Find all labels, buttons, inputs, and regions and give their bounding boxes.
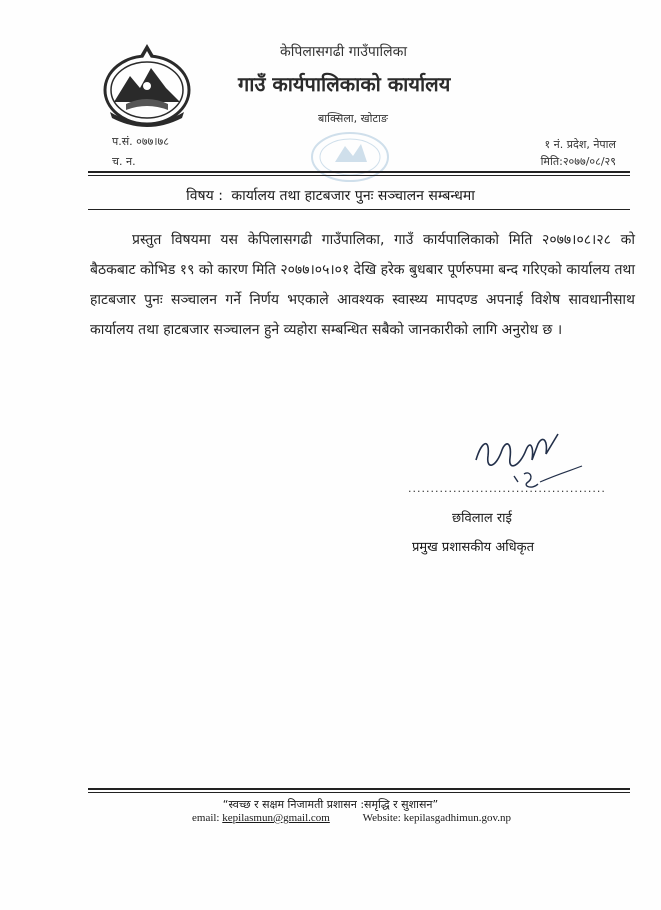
subject-divider (88, 209, 630, 210)
province-label: १ नं. प्रदेश, नेपाल (544, 138, 616, 151)
office-stamp-icon (305, 128, 395, 186)
website-link[interactable]: kepilasgadhimun.gov.np (403, 812, 512, 824)
signatory-title: प्रमुख प्रशासकीय अधिकृत (412, 540, 535, 555)
dispatch-number: च. न. (112, 155, 136, 168)
reference-number: प.सं. ०७७।७८ (112, 135, 169, 148)
office-location: बाक्सिला, खोटाङ (318, 112, 388, 125)
subject-text: कार्यालय तथा हाटबजार पुनः सञ्चालन सम्बन्धमा (231, 188, 475, 204)
email-link[interactable]: kepilasmun@gmail.com (222, 812, 330, 824)
header-divider (88, 171, 630, 173)
letter-date: मिति:२०७७/०८/२९ (540, 155, 616, 168)
footer-divider-thin (88, 792, 630, 793)
email-label: email: (192, 812, 220, 824)
header-divider-thin (88, 175, 630, 176)
contact-line (192, 812, 511, 824)
signatory-name: छविलाल राई (452, 511, 512, 526)
subject-line (0, 186, 661, 205)
website-label: Website: (362, 812, 401, 824)
municipality-name: केपिलासगढी गाउँपालिका (280, 44, 408, 60)
footer-divider (88, 788, 630, 790)
office-motto: “स्वच्छ र सक्षम निजामती प्रशासन :समृद्धि र सुशासन” (222, 798, 439, 811)
office-title: गाउँ कार्यपालिकाको कार्यालय (238, 72, 451, 96)
subject-label: विषय : (186, 188, 223, 204)
nepal-emblem-icon (96, 42, 198, 130)
signature-line: ............................................ (408, 482, 606, 495)
letter-body: प्रस्तुत विषयमा यस केपिलासगढी गाउँपालिका, गाउँ कार्यपालिकाको मिति २०७७।०८।२८ को बैठकबाट कोभिड १९ को कारण मिति २०७७।०५।०१ देखि हरेक बुधबार पूर्णरुपमा बन्द गरिएको कार्यालय तथा हाटबजार पुनः सञ्चालन गर्ने निर्णय भएकाले आवश्यक स्वास्थ्य मापदण्ड अपनाई विशेष सावधानीसाथ कार्यालय तथा हाटबजार सञ्चालन हुने व्यहोरा सम्बन्धित सबैको जानकारीको लागि अनुरोध छ । (90, 232, 635, 338)
